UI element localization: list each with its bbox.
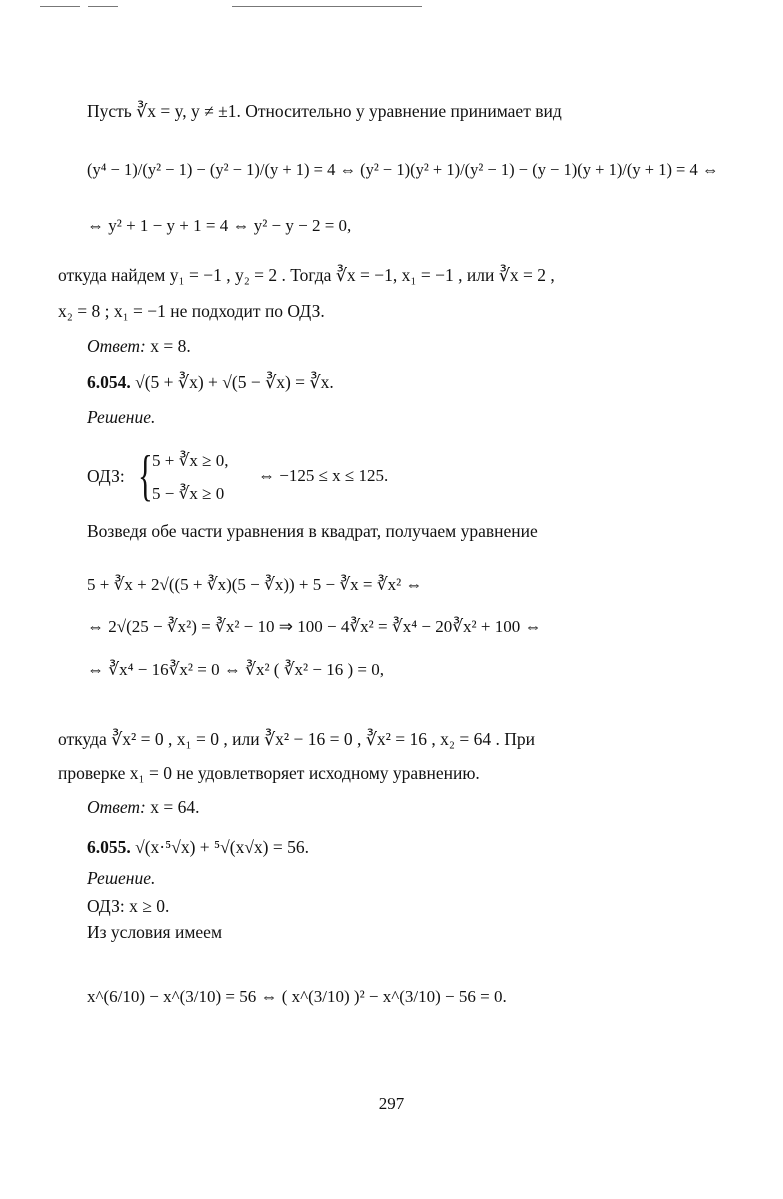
scan-artifact-line bbox=[88, 6, 118, 7]
solution-heading: Решение. bbox=[87, 407, 156, 427]
problem-header bbox=[87, 370, 334, 394]
answer-value: x = 8. bbox=[145, 336, 191, 356]
text-line: Пусть ∛x = y, y ≠ ±1. Относительно y уравнение принимает вид bbox=[87, 101, 562, 121]
problem-equation: √(x·⁵√x) + ⁵√(x√x) = 56. bbox=[130, 837, 309, 857]
math-line: (y⁴ − 1)/(y² − 1) − (y² − 1)/(y + 1) = 4 ⇔ (y² − 1)(y² + 1)/(y² − 1) − (y − 1)(y + 1)/(y + 1) = 4 ⇔ bbox=[87, 160, 719, 179]
answer-line bbox=[87, 334, 191, 358]
math-line: 5 + ∛x + 2√((5 + ∛x)(5 − ∛x)) + 5 − ∛x = ∛x² ⇔ bbox=[87, 575, 423, 594]
answer-value: x = 64. bbox=[145, 797, 200, 817]
text-line: откуда ∛x² = 0 , x₁ = 0 , или ∛x² − 16 = 0 , ∛x² = 16 , x₂ = 64 . При bbox=[58, 729, 535, 749]
system-row: 5 − ∛x ≥ 0 bbox=[152, 484, 225, 503]
system-row: 5 + ∛x ≥ 0, bbox=[152, 451, 229, 470]
math-line: ⇔ ∛x⁴ − 16∛x² = 0 ⇔ ∛x² ( ∛x² − 16 ) = 0, bbox=[87, 660, 384, 679]
scan-artifact-line bbox=[40, 6, 80, 7]
math-line: ⇔ 2√(25 − ∛x²) = ∛x² − 10 ⇒ 100 − 4∛x² = ∛x⁴ − 20∛x² + 100 ⇔ bbox=[87, 617, 542, 636]
domain-label: ОДЗ: bbox=[87, 466, 125, 486]
problem-number: 6.054. bbox=[87, 372, 131, 392]
text-line: откуда найдем y₁ = −1 , y₂ = 2 . Тогда ∛x = −1, x₁ = −1 , или ∛x = 2 , bbox=[58, 265, 555, 285]
domain-result: ⇔ −125 ≤ x ≤ 125. bbox=[258, 466, 389, 485]
system-brace: { bbox=[138, 445, 153, 507]
problem-header bbox=[87, 835, 309, 859]
solution-heading: Решение. bbox=[87, 868, 156, 888]
text-line: x₂ = 8 ; x₁ = −1 не подходит по ОДЗ. bbox=[58, 301, 325, 321]
math-line: ⇔ y² + 1 − y + 1 = 4 ⇔ y² − y − 2 = 0, bbox=[87, 216, 352, 235]
problem-equation: √(5 + ∛x) + √(5 − ∛x) = ∛x. bbox=[130, 372, 334, 392]
problem-number: 6.055. bbox=[87, 837, 131, 857]
math-line: x^(6/10) − x^(3/10) = 56 ⇔ ( x^(3/10) )² − x^(3/10) − 56 = 0. bbox=[87, 987, 507, 1006]
text-line: Возведя обе части уравнения в квадрат, получаем уравнение bbox=[87, 521, 538, 541]
scan-artifact-line bbox=[232, 6, 422, 7]
text-line: проверке x₁ = 0 не удовлетворяет исходному уравнению. bbox=[58, 763, 480, 783]
answer-line bbox=[87, 795, 200, 819]
text-line: Из условия имеем bbox=[87, 922, 223, 942]
answer-label: Ответ: bbox=[87, 797, 146, 817]
text-line: ОДЗ: x ≥ 0. bbox=[87, 896, 170, 916]
answer-label: Ответ: bbox=[87, 336, 146, 356]
page-number: 297 bbox=[378, 1094, 405, 1113]
